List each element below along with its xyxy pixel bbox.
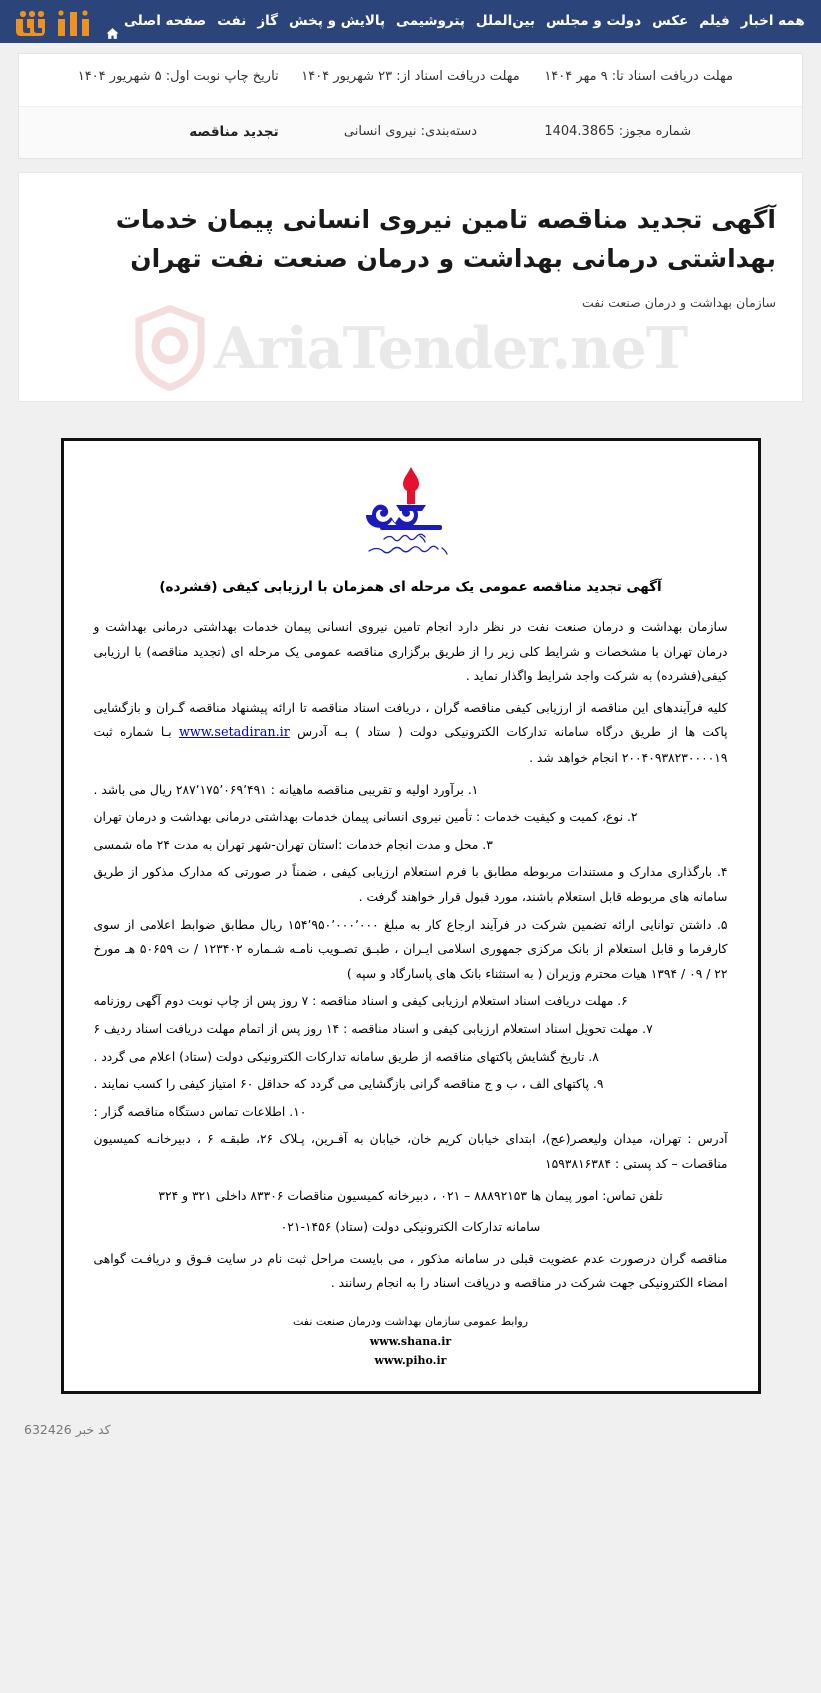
document-item-2: ۲. نوع، کمیت و کیفیت خدمات : تأمین نیروی انسانی پیمان خدمات بهداشتی درمانی بهداشت و درمان تهران: [93, 810, 638, 825]
nav-menu: [106, 0, 815, 43]
tender-meta-row: [19, 106, 802, 158]
paragraph-2-text-start: کلیه فرآیندهای این مناقصه از ارزیابی کیفی مناقصه گران ، دریافت اسناد مناقصه تا ارائه پیشنهاد مناقصه گـران و بازگشایی پاکت ها از طریق درگاه سامانه تدارکات الکترونیکی دولت ( ستاد ) بـه آدرس: [93, 700, 728, 740]
tender-type-badge: تجدید مناقصه: [189, 124, 279, 141]
tender-dates-row: [19, 54, 802, 106]
document-item-6: ۶. مهلت دریافت اسناد استعلام ارزیابی کیفی و اسناد مناقصه : ۷ روز پس از چاپ نوبت دوم آگهی روزنامه: [93, 994, 628, 1009]
page-title: آگهی تجدید مناقصه تامین نیروی انسانی پیمان خدمات بهداشتی درمانی بهداشت و درمان صنعت نفت تهران: [115, 205, 776, 273]
article-header-card: [18, 172, 803, 402]
document-paragraph-1: سازمان بهداشت و درمان صنعت نفت در نظر دارد انجام تامین نیروی انسانی پیمان خدمات بهداشتی درمانی بهداشت و درمان تهران با مشخصات و شرایط کلی زیر را از طریق برگزاری مناقصه عمومی یک مرحله ای (تجدید مناقصه) با ارزیابی کیفی(فشرده) به شرکت واجد شرایط واگذار نماید .: [93, 620, 728, 684]
nav-item-all-news[interactable]: همه اخبار: [740, 13, 805, 29]
nav-item-home-label: صفحه اصلی: [124, 13, 207, 29]
nioc-logo: [94, 457, 728, 569]
print-date-cell: تاریخ چاپ نوبت اول: ۵ شهریور ۱۴۰۴: [77, 69, 279, 84]
contact-phone: تلفن تماس: امور پیمان ها ۸۸۸۹۲۱۵۳ – ۰۲۱ ، دبیرخانه کمیسیون مناقصات ۸۳۳۰۶ داخلی ۳۲۱ و ۳۲۴: [158, 1188, 663, 1203]
tender-document-image[interactable]: [18, 438, 803, 1394]
shana-logo[interactable]: [14, 7, 100, 37]
nav-item-refining-distribution[interactable]: پالایش و پخش: [289, 13, 386, 29]
document-item-3: ۳. محل و مدت انجام خدمات :استان تهران-شهر تهران به مدت ۲۴ ماه شمسی: [93, 837, 493, 852]
shield-icon: [134, 305, 206, 391]
document-footer: [94, 1312, 728, 1371]
nav-item-home[interactable]: [106, 0, 206, 43]
document-item-10: ۱۰. اطلاعات تماس دستگاه مناقصه گزار :: [93, 1104, 307, 1119]
category-cell: دسته‌بندی: نیروی انسانی: [343, 124, 478, 140]
setadiran-link[interactable]: www.setadiran.ir: [178, 725, 290, 741]
home-icon: [106, 15, 119, 28]
top-navigation-bar: [0, 0, 821, 43]
nav-item-oil[interactable]: نفت: [217, 13, 247, 29]
contact-setad-phone: سامانه تدارکات الکترونیکی دولت (ستاد) ۱۴۵۶-۰۲۱: [280, 1220, 541, 1235]
nav-item-petrochemical[interactable]: پتروشیمی: [396, 13, 465, 29]
news-code: کد خبر 632426: [24, 1422, 111, 1438]
permit-number-cell: شماره مجوز: 1404.3865: [544, 124, 692, 140]
document-item-9: ۹. پاکتهای الف ، ب و ج مناقصه گرانی بازگشایی می گردد که حداقل ۶۰ امتیاز کیفی را کسب نمایند .: [93, 1077, 604, 1092]
docs-from-cell: مهلت دریافت اسناد از: ۲۳ شهریور ۱۴۰۴: [301, 69, 520, 84]
document-item-4: ۴. بارگذاری مدارک و مستندات مربوطه مطابق با فرم استعلام ارزیابی کیفی ، ضمناً در صورتی که مدارک مذکور از طریق سامانه های مربوطه قابل استعلام باشند، مورد قبول قرار خواهند گرفت .: [93, 865, 728, 904]
footer-site-shana: www.shana.ir: [369, 1334, 452, 1348]
document-item-5: ۵. داشتن توانایی ارائه تضمین شرکت در فرآیند ارجاع کار به مبلغ ۱۵۴٬۹۵۰٬۰۰۰٬۰۰۰ ریال مطابق ضوابط اعلامی از سوی کارفرما و قابل استعلام از بانک مرکزی جمهوری اسلامی ایـران ، طبـق تصـویب نامـه شـماره ۱۲۳۴۰۲ / ت ۵۰۶۵۹ هـ مورخ ۲۲ / ۰۹ / ۱۳۹۴ هیات محترم وزیران ( به استثناء بانک های پاسارگاد و سپه ): [93, 917, 728, 981]
nav-item-gas[interactable]: گاز: [257, 13, 279, 29]
article-subtitle: سازمان بهداشت و درمان صنعت نفت: [582, 294, 776, 310]
nav-item-government-parliament[interactable]: دولت و مجلس: [545, 13, 642, 29]
watermark-text: AriaTender.neT: [213, 314, 688, 382]
paragraph-2-text-end: بـا شماره ثبت ۲۰۰۴۰۹۳۸۲۳۰۰۰۰۱۹ انجام خواهد شد .: [93, 725, 728, 765]
nav-item-international[interactable]: بین‌الملل: [475, 13, 535, 29]
document-heading: آگهی تجدید مناقصه عمومی یک مرحله ای همزمان با ارزیابی کیفی (فشرده): [159, 579, 662, 596]
document-item-1: ۱. برآورد اولیه و تقریبی مناقصه ماهیانه : ۲۸۷٬۱۷۵٬۰۶۹٬۴۹۱ ریال می باشد .: [93, 782, 479, 797]
footer-organization: روابط عمومی سازمان بهداشت ودرمان صنعت نفت: [292, 1314, 529, 1328]
nav-item-photo[interactable]: عکس: [652, 13, 689, 29]
document-sheet: [61, 438, 761, 1394]
contact-address: آدرس : تهران، میدان ولیعصر(عج)، ابتدای خیابان کریم خان، خیابان به آفـرین، پـلاک ۲۶، طبقـه ۶ ، دبیرخانـه کمیسیون مناقصات – کد پستی : ۱۵۹۳۸۱۶۳۸۴: [93, 1132, 728, 1171]
footer-site-piho: www.piho.ir: [374, 1354, 447, 1368]
docs-until-cell: مهلت دریافت اسناد تا: ۹ مهر ۱۴۰۴: [544, 69, 733, 84]
document-item-7: ۷. مهلت تحویل اسناد استعلام ارزیابی کیفی و اسناد مناقصه : ۱۴ روز پس از اتمام مهلت دریافت اسناد ردیف ۶: [93, 1021, 653, 1036]
document-paragraph-2: [94, 696, 728, 771]
document-item-8: ۸. تاریخ گشایش پاکتهای مناقصه از طریق سامانه تدارکات الکترونیکی دولت (ستاد) اعلام می گردد .: [93, 1049, 599, 1064]
nav-item-film[interactable]: فیلم: [699, 13, 730, 29]
document-closing-note: مناقصه گران درصورت عدم عضویت قبلی در سامانه مذکور ، می بایست مراحل ثبت نام در سایت فـوق و دریافـت گواهی امضاء الکترونیکی جهت شرکت در مناقصه و دریافت اسناد را به انجام رسانند .: [93, 1251, 728, 1291]
tender-info-card: [18, 53, 803, 159]
